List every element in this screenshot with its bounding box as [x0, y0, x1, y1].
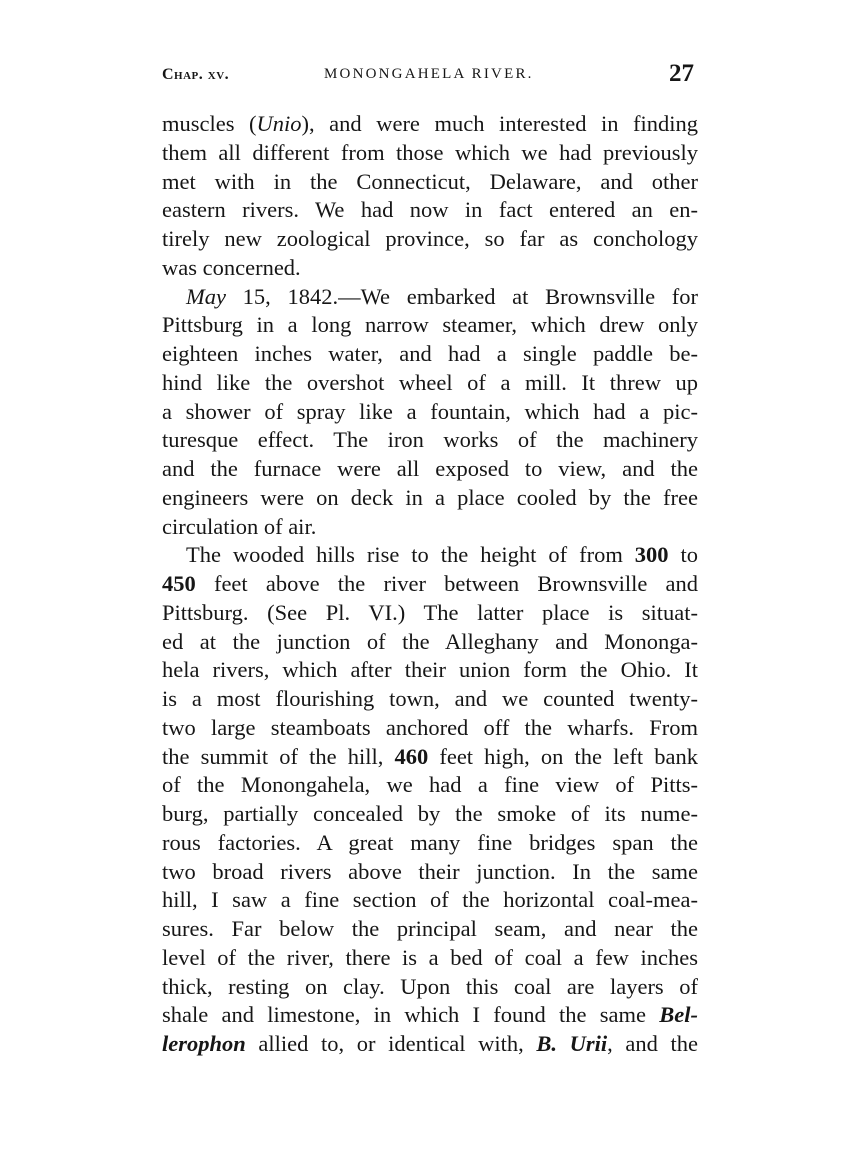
- text-line: [162, 110, 698, 139]
- text-segment: a shower of spray like a fountain, which had a pic-: [162, 398, 698, 424]
- text-line: [162, 541, 698, 570]
- text-segment: tirely new zoological province, so far as conchology: [162, 226, 698, 251]
- text-line: [162, 1030, 698, 1059]
- text-segment: feet high, on the left bank: [428, 743, 698, 769]
- text-line: [162, 570, 698, 599]
- text-segment: , and the: [607, 1031, 699, 1056]
- chapter-label: Chap. xv.: [162, 66, 230, 83]
- text-line: [162, 656, 698, 685]
- text-segment: circulation of air.: [162, 513, 317, 539]
- text-segment: hind like the overshot wheel of a mill. It threw up: [162, 369, 698, 395]
- text-segment: allied to, or identical with,: [245, 1031, 537, 1056]
- text-line: [162, 283, 698, 312]
- running-head: [162, 58, 698, 94]
- text-segment: shale and limestone, in which I found the same: [162, 1002, 660, 1028]
- text-segment: May: [186, 283, 226, 309]
- text-segment: engineers were on deck in a place cooled by the free: [162, 484, 698, 510]
- text-segment: them all different from those which we had previously: [162, 139, 698, 165]
- text-segment: and the furnace were all exposed to view, and the: [162, 456, 698, 481]
- text-segment: ), and were much interested in finding: [301, 111, 699, 136]
- text-line: [162, 915, 698, 944]
- text-line: [162, 455, 698, 484]
- text-line: [162, 685, 698, 714]
- text-line: [162, 168, 698, 197]
- paragraph: [162, 283, 698, 542]
- text-segment: Pittsburg in a long narrow steamer, which drew only: [162, 312, 698, 338]
- text-line: [162, 139, 698, 168]
- text-segment: two broad rivers above their junction. In the same: [162, 858, 698, 884]
- text-line: [162, 225, 698, 254]
- text-segment: level of the river, there is a bed of coal a few inches: [162, 944, 698, 970]
- text-line: [162, 944, 698, 973]
- page-number: 27: [669, 60, 694, 87]
- text-segment: lerophon: [162, 1031, 246, 1056]
- text-line: [162, 340, 698, 369]
- text-line: [162, 369, 698, 398]
- text-segment: muscles (: [162, 111, 257, 136]
- text-segment: rous factories. A great many fine bridges span the: [162, 829, 698, 855]
- text-segment: hela rivers, which after their union form the Ohio. It: [162, 657, 698, 683]
- running-title: MONONGAHELA RIVER.: [324, 66, 534, 82]
- text-segment: feet above the river between Brownsville and: [195, 571, 698, 596]
- text-segment: Pittsburg. (See Pl. VI.) The latter place is situat-: [162, 599, 698, 625]
- text-segment: The wooded hills rise to the height of from: [186, 542, 635, 568]
- text-segment: is a most flourishing town, and we counted twenty-: [162, 686, 698, 711]
- text-line: [162, 743, 698, 772]
- text-segment: Unio: [256, 111, 302, 136]
- text-line: [162, 628, 698, 657]
- text-line: [162, 800, 698, 829]
- text-segment: two large steamboats anchored off the wharfs. From: [162, 714, 698, 740]
- text-segment: Bel-: [659, 1002, 698, 1028]
- text-segment: sures. Far below the principal seam, and near the: [162, 916, 698, 941]
- text-segment: B. Urii: [536, 1031, 608, 1056]
- text-segment: 450: [162, 571, 196, 596]
- text-line: [162, 254, 698, 283]
- body-text: [162, 110, 698, 1059]
- text-segment: was concerned.: [162, 254, 301, 280]
- text-line: [162, 311, 698, 340]
- text-segment: turesque effect. The iron works of the machinery: [162, 427, 698, 453]
- text-line: [162, 599, 698, 628]
- text-line: [162, 886, 698, 915]
- text-segment: burg, partially concealed by the smoke of its nume-: [162, 801, 698, 826]
- text-segment: eastern rivers. We had now in fact entered an en-: [162, 197, 698, 223]
- text-line: [162, 398, 698, 427]
- text-segment: 15, 1842.—We embarked at Brownsville for: [225, 283, 698, 309]
- text-line: [162, 196, 698, 225]
- text-line: [162, 973, 698, 1002]
- text-line: [162, 513, 698, 542]
- text-line: [162, 829, 698, 858]
- text-segment: 300: [634, 542, 669, 568]
- text-segment: of the Monongahela, we had a fine view of Pitts-: [162, 772, 698, 798]
- text-line: [162, 714, 698, 743]
- text-segment: 460: [394, 743, 429, 769]
- text-segment: thick, resting on clay. Upon this coal are layers of: [162, 973, 698, 999]
- text-segment: the summit of the hill,: [162, 743, 395, 769]
- paragraph: [162, 541, 698, 1059]
- text-segment: met with in the Connecticut, Delaware, and other: [162, 168, 698, 194]
- text-line: [162, 771, 698, 800]
- text-segment: ed at the junction of the Alleghany and Monongа-: [162, 628, 698, 654]
- paragraph: [162, 110, 698, 283]
- text-segment: to: [668, 542, 698, 568]
- text-segment: eighteen inches water, and had a single paddle be-: [162, 341, 698, 366]
- book-page: [162, 58, 698, 1059]
- text-line: [162, 426, 698, 455]
- text-line: [162, 858, 698, 887]
- text-line: [162, 1001, 698, 1030]
- text-segment: hill, I saw a fine section of the horizontal coal-mea-: [162, 887, 698, 913]
- text-line: [162, 484, 698, 513]
